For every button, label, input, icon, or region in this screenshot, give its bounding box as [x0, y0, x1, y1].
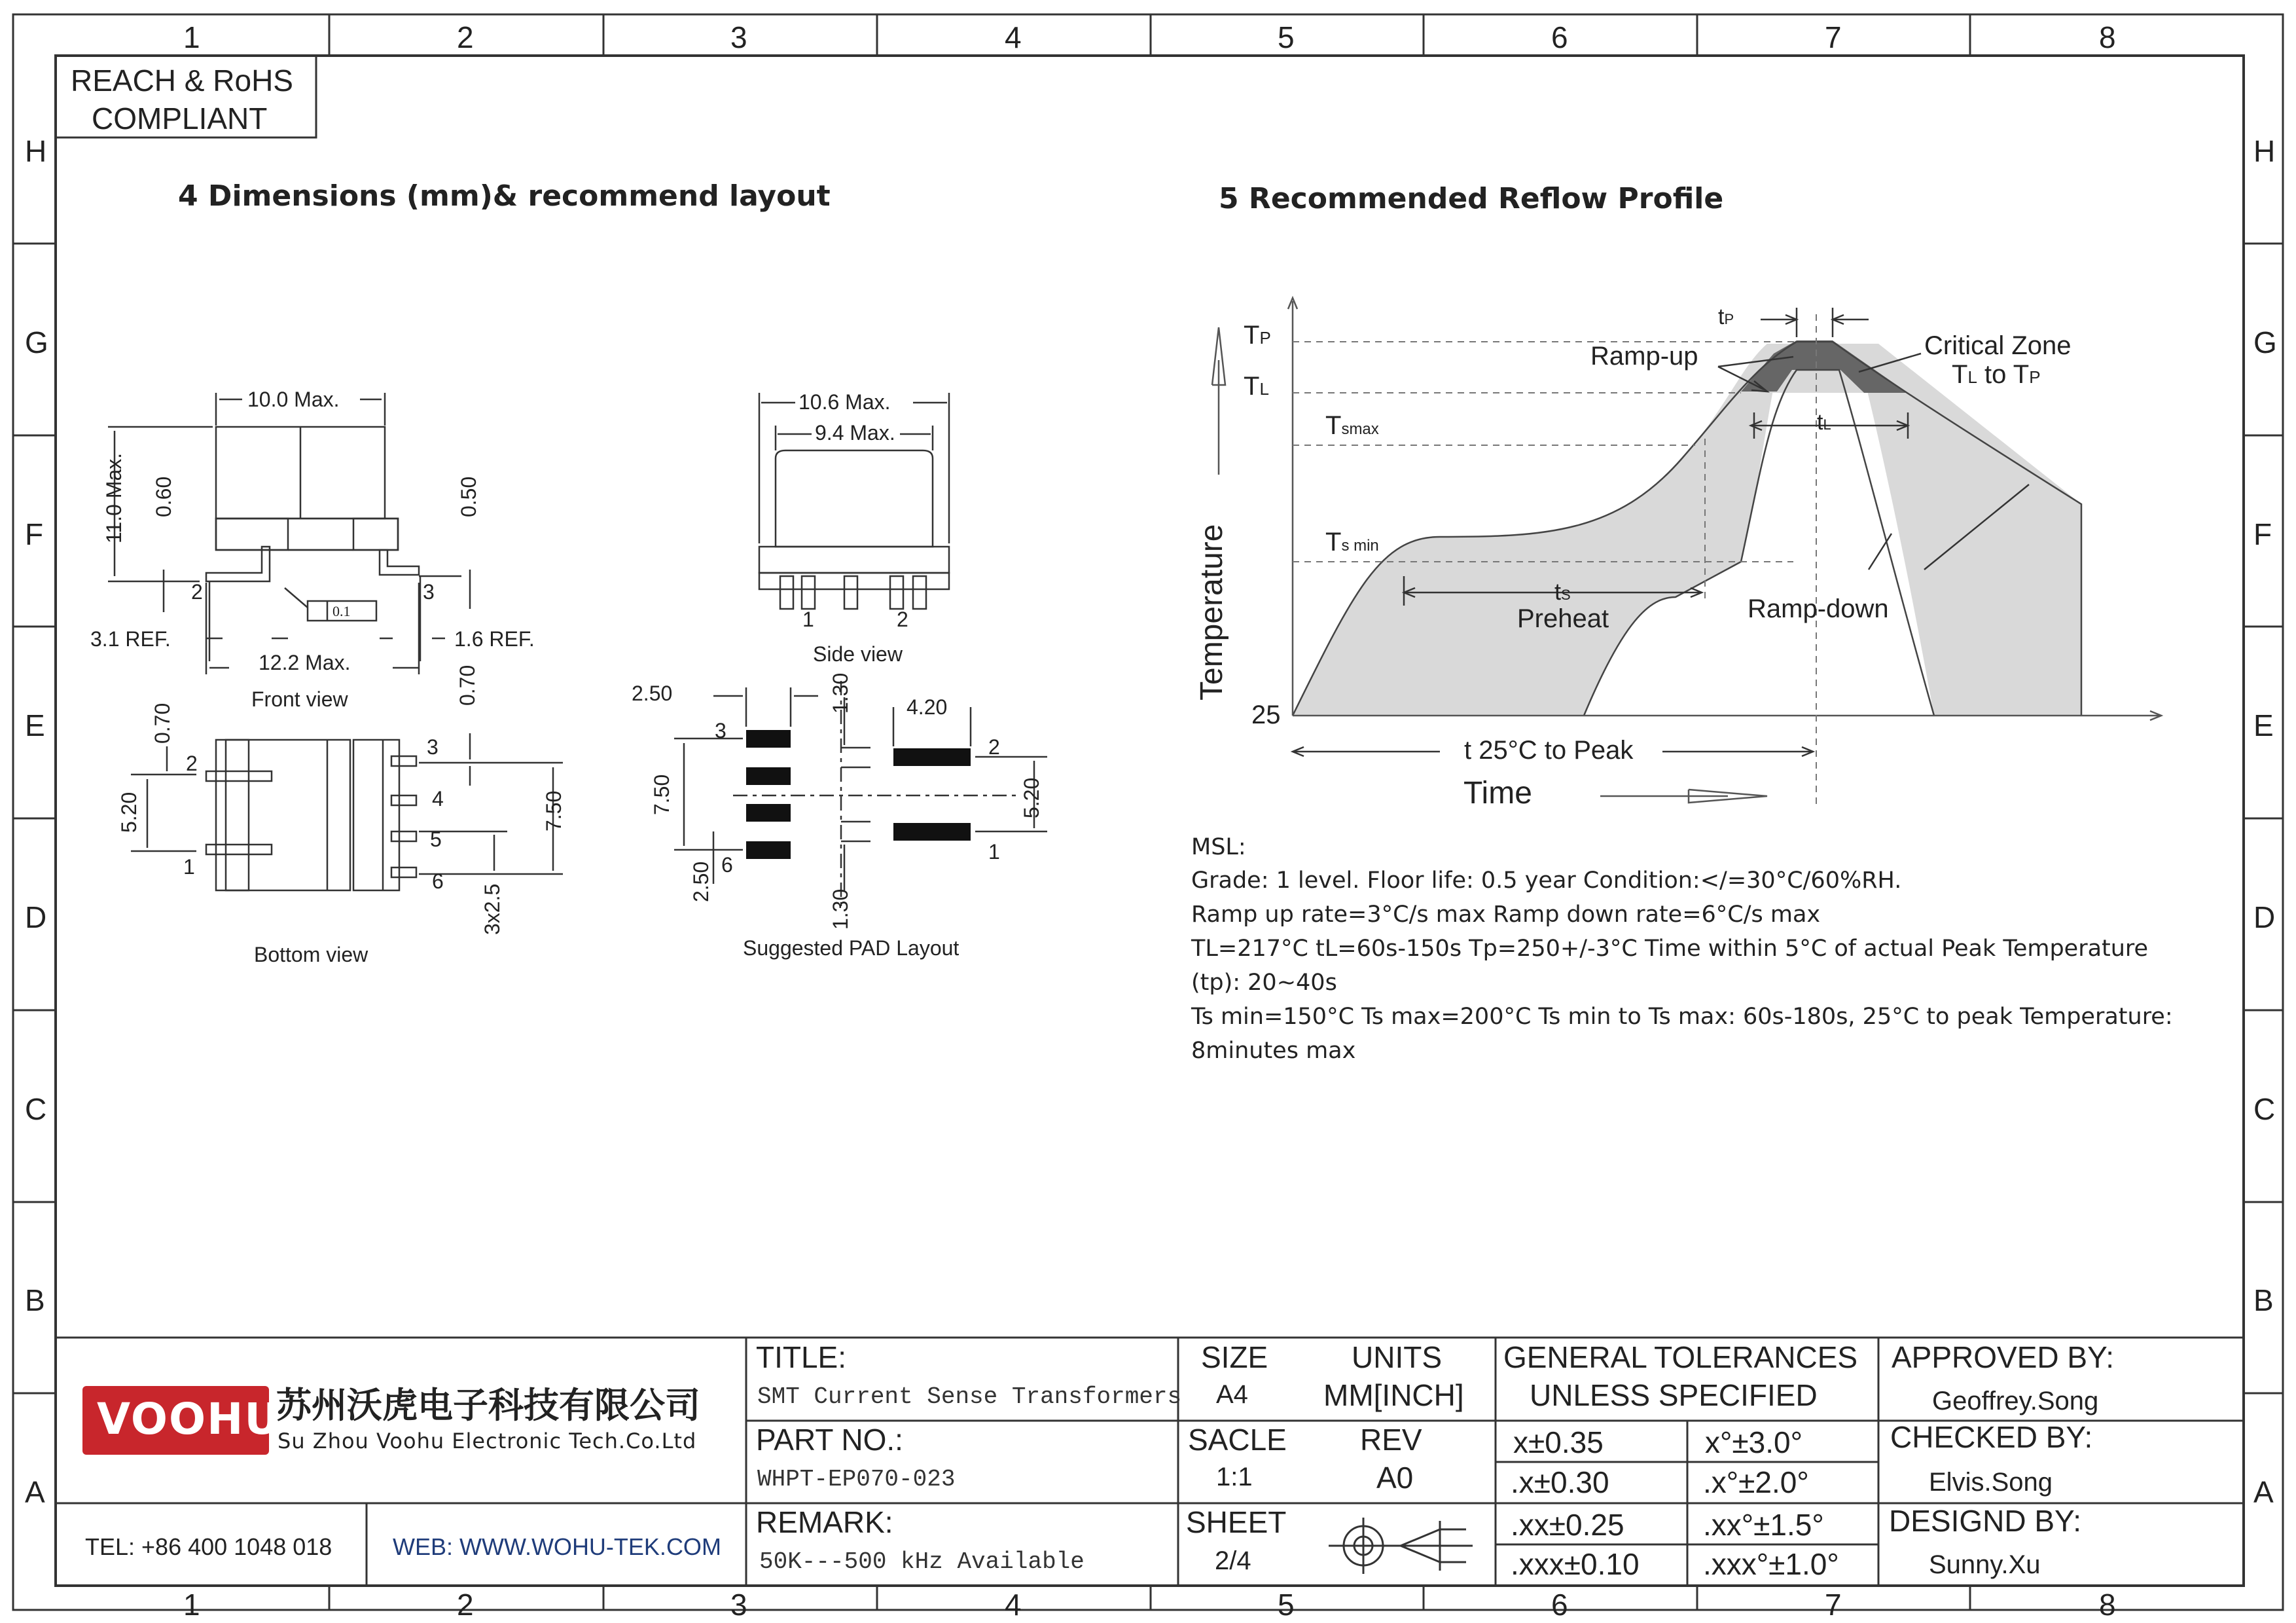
units-label: UNITS [1352, 1340, 1442, 1374]
grid-row-a: A [25, 1475, 45, 1509]
company-logo [82, 1386, 281, 1455]
tl-time-label: tL [1817, 410, 1831, 435]
pad-dim-750: 7.50 [650, 774, 673, 815]
side-pin-1: 1 [802, 608, 814, 631]
msl-line-2: Grade: 1 level. Floor life: 0.5 year Condition:</=30°C/60%RH. [1191, 867, 1902, 894]
size-label: SIZE [1201, 1340, 1268, 1374]
msl-line-4: TL=217°C tL=60s-150s Tp=250+/-3°C Time within 5°C of actual Peak Temperature [1191, 936, 2149, 962]
grid-col-7: 7 [1825, 20, 1842, 54]
msl-line-6: Ts min=150°C Ts max=200°C Ts min to Ts max: 60s-180s, 25°C to peak Temperature: [1191, 1004, 2173, 1030]
grid-row-c: C [25, 1092, 47, 1126]
grid-col-5-bottom: 5 [1278, 1588, 1295, 1622]
section4-title: 4 Dimensions (mm)& recommend layout [178, 179, 831, 213]
pad-layout-caption: Suggested PAD Layout [743, 936, 960, 960]
grid-row-f: F [25, 517, 44, 551]
pad-dim-130: 1.30 [829, 672, 852, 714]
tol-angle-1: .x°±2.0° [1703, 1465, 1809, 1499]
grid-row-f-right: F [2253, 517, 2272, 551]
bottom-pin-1: 1 [183, 855, 195, 879]
tol-linear-1: .x±0.30 [1511, 1465, 1609, 1499]
checked-value: Elvis.Song [1929, 1468, 2053, 1497]
bottom-pin-4: 4 [432, 787, 444, 811]
approved-label: APPROVED BY: [1892, 1340, 2115, 1374]
compliance-line2: COMPLIANT [92, 101, 268, 136]
approved-value: Geoffrey.Song [1932, 1387, 2099, 1415]
designed-label: DESIGND BY: [1889, 1504, 2081, 1538]
front-pin-2: 2 [191, 580, 203, 604]
grid-row-b-right: B [2253, 1283, 2274, 1317]
bottom-pin-6: 6 [432, 869, 444, 893]
tol-linear-2: .xx±0.25 [1511, 1508, 1624, 1542]
tl-label: TL [1244, 372, 1269, 401]
grid-col-8-bottom: 8 [2099, 1588, 2116, 1622]
pad-pin-3: 3 [715, 719, 726, 742]
grid-row-g: G [25, 325, 48, 359]
tolerance-header-1: GENERAL TOLERANCES [1503, 1340, 1858, 1374]
tol-angle-3: .xxx°±1.0° [1703, 1547, 1839, 1581]
grid-row-a-right: A [2253, 1475, 2274, 1509]
side-inner-max: 9.4 Max. [815, 421, 895, 445]
front-view-caption: Front view [251, 687, 348, 711]
flatness-value: 0.1 [332, 603, 351, 619]
grid-col-3-bottom: 3 [730, 1588, 747, 1622]
msl-line-7: 8minutes max [1191, 1038, 1356, 1064]
critical-zone-label: Critical Zone [1924, 331, 2072, 360]
grid-col-7-bottom: 7 [1825, 1588, 1842, 1622]
front-ref-left: 3.1 REF. [90, 627, 171, 651]
scale-value: 1:1 [1216, 1463, 1253, 1491]
bottom-pin-5: 5 [430, 828, 442, 851]
tol-linear-0: x±0.35 [1513, 1425, 1604, 1459]
tsmax-label: Tsmax [1325, 411, 1379, 440]
rev-value: A0 [1376, 1461, 1414, 1495]
grid-col-1-bottom: 1 [183, 1588, 200, 1622]
bottom-dim-070b: 0.70 [456, 665, 479, 706]
checked-label: CHECKED BY: [1890, 1420, 2093, 1454]
side-view-caption: Side view [813, 642, 903, 666]
pad-pin-6: 6 [721, 853, 733, 877]
size-value: A4 [1216, 1380, 1248, 1409]
ramp-up-label: Ramp-up [1590, 342, 1698, 371]
grid-row-h: H [25, 134, 47, 168]
part-value: WHPT-EP070-023 [757, 1466, 956, 1493]
grid-col-2-bottom: 2 [457, 1588, 474, 1622]
bottom-pin-3: 3 [427, 735, 439, 759]
sheet-value: 2/4 [1215, 1546, 1251, 1575]
grid-col-2: 2 [457, 20, 474, 54]
front-pin-3: 3 [423, 580, 435, 604]
front-ref-right: 1.6 REF. [454, 627, 535, 651]
tp-label: TP [1244, 321, 1271, 350]
remark-label: REMARK: [756, 1505, 893, 1539]
grid-row-g-right: G [2253, 325, 2277, 359]
pad-dim-520: 5.20 [1020, 777, 1043, 818]
grid-row-c-right: C [2253, 1092, 2276, 1126]
front-dim-050: 0.50 [457, 476, 480, 517]
section5-title: 5 Recommended Reflow Profile [1219, 182, 1724, 215]
bottom-dim-070: 0.70 [151, 702, 174, 744]
designed-value: Sunny.Xu [1929, 1550, 2041, 1579]
grid-row-d: D [25, 900, 47, 934]
company-name-cn: 苏州沃虎电子科技有限公司 [276, 1385, 700, 1426]
front-total-max: 12.2 Max. [259, 651, 351, 674]
time-axis-label: Time [1463, 776, 1532, 811]
tol-linear-3: .xxx±0.10 [1511, 1547, 1640, 1581]
tsmin-label: Ts min [1325, 528, 1379, 556]
pad-dim-250b: 2.50 [689, 861, 713, 902]
grid-col-6-bottom: 6 [1551, 1588, 1568, 1622]
preheat-label: Preheat [1517, 604, 1609, 633]
grid-col-5: 5 [1278, 20, 1295, 54]
grid-row-h-right: H [2253, 134, 2276, 168]
grid-row-e: E [25, 708, 45, 742]
pad-pin-2: 2 [988, 735, 1000, 759]
side-outer-max: 10.6 Max. [798, 390, 891, 414]
bottom-pin-2: 2 [186, 752, 198, 775]
bottom-dim-520: 5.20 [117, 792, 141, 833]
pad-dim-420: 4.20 [906, 695, 948, 719]
tol-angle-2: .xx°±1.5° [1703, 1508, 1824, 1542]
bottom-dim-750: 7.50 [542, 790, 565, 831]
pad-dim-130b: 1.30 [829, 888, 852, 930]
tolerance-header-2: UNLESS SPECIFIED [1530, 1378, 1818, 1412]
grid-col-3: 3 [730, 20, 747, 54]
grid-col-8: 8 [2099, 20, 2116, 54]
front-width-max: 10.0 Max. [247, 388, 340, 411]
remark-value: 50K---500 kHz Available [759, 1548, 1085, 1575]
logo-text: VOOHU [97, 1394, 281, 1444]
front-height-max: 11.0 Max. [102, 452, 126, 543]
tp-time-label: tP [1718, 304, 1734, 329]
pad-dim-250: 2.50 [632, 682, 673, 705]
compliance-line1: REACH & RoHS [71, 64, 293, 98]
critical-range-label: TL to TP [1952, 360, 2041, 389]
title-label: TITLE: [756, 1340, 847, 1374]
msl-line-3: Ramp up rate=3°C/s max Ramp down rate=6°C/s max [1191, 902, 1821, 928]
company-tel: TEL: +86 400 1048 018 [85, 1533, 332, 1560]
grid-row-e-right: E [2253, 708, 2274, 742]
front-dim-060: 0.60 [152, 476, 175, 517]
ts-time-label: tS [1554, 578, 1571, 605]
company-web-link[interactable]: WEB: WWW.WOHU-TEK.COM [393, 1533, 721, 1560]
bottom-pitch: 3x2.5 [480, 883, 504, 935]
part-label: PART NO.: [756, 1423, 903, 1457]
grid-col-4: 4 [1005, 20, 1022, 54]
grid-col-1: 1 [183, 20, 200, 54]
grid-row-d-right: D [2253, 900, 2276, 934]
side-pin-2: 2 [897, 608, 908, 631]
ramp-down-label: Ramp-down [1748, 594, 1889, 623]
msl-line-1: MSL: [1191, 834, 1246, 860]
grid-row-b: B [25, 1283, 45, 1317]
tol-angle-0: x°±3.0° [1705, 1425, 1803, 1459]
grid-col-4-bottom: 4 [1005, 1588, 1022, 1622]
bottom-view-caption: Bottom view [254, 943, 368, 966]
temperature-axis-label: Temperature [1194, 524, 1229, 701]
scale-label: SACLE [1188, 1423, 1287, 1457]
units-value: MM[INCH] [1323, 1378, 1464, 1412]
title-value: SMT Current Sense Transformers [757, 1383, 1182, 1410]
temp-25-label: 25 [1251, 701, 1281, 729]
sheet-label: SHEET [1186, 1505, 1287, 1539]
grid-col-6: 6 [1551, 20, 1568, 54]
pad-pin-1: 1 [988, 840, 1000, 864]
projection-symbol-icon [1329, 1518, 1473, 1574]
to-peak-label: t 25°C to Peak [1464, 736, 1634, 765]
msl-line-5: (tp): 20~40s [1191, 970, 1337, 996]
company-name-en: Su Zhou Voohu Electronic Tech.Co.Ltd [278, 1429, 697, 1453]
rev-label: REV [1360, 1423, 1422, 1457]
